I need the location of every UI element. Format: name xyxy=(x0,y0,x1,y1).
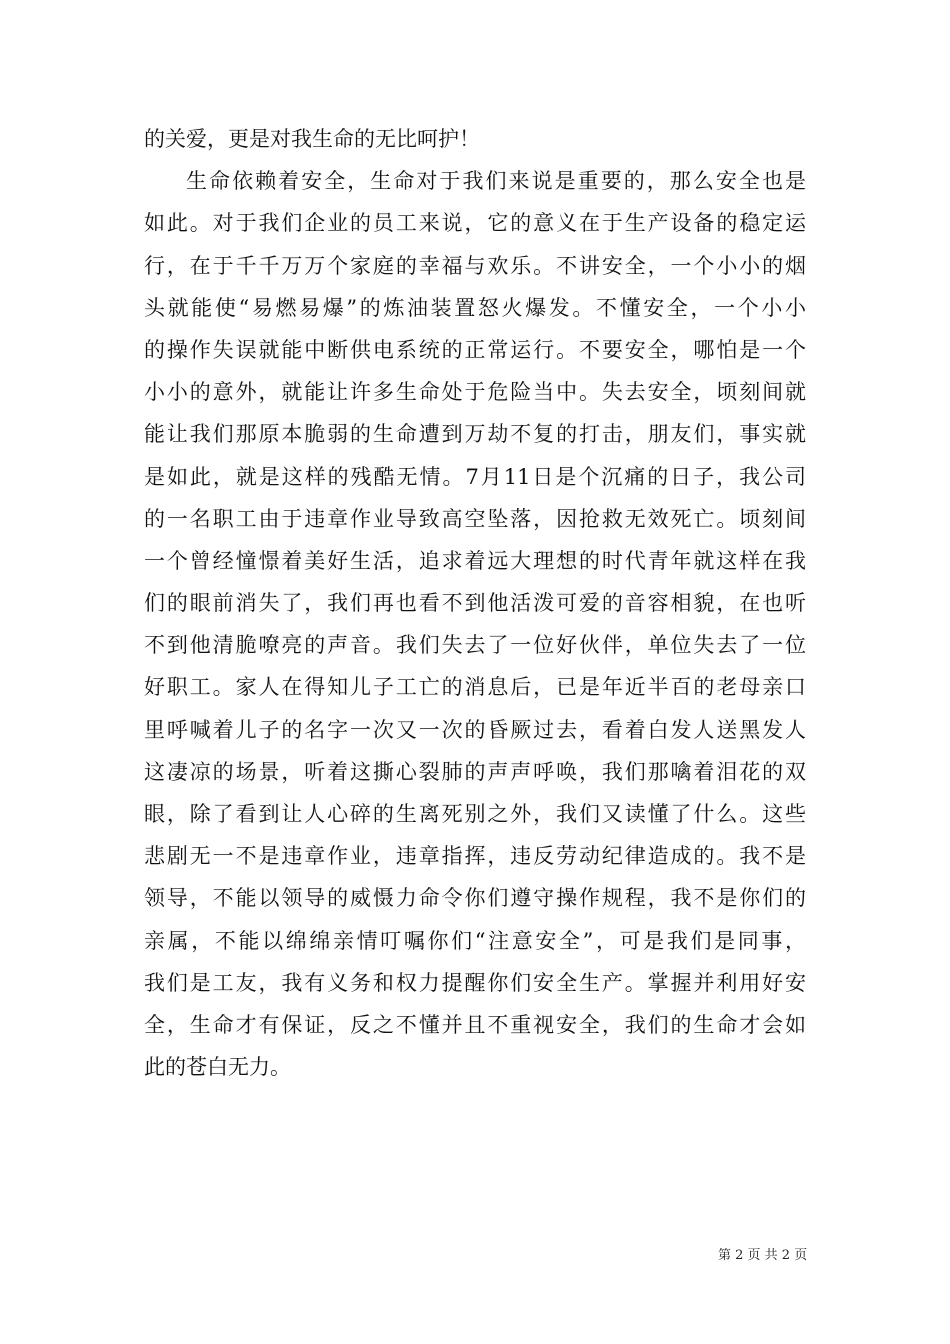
text-line: 行，在于千千万万个家庭的幸福与欢乐。不讲安全，一个小小的烟 xyxy=(144,253,806,278)
text-line: 的操作失误就能中断供电系统的正常运行。不要安全，哪怕是一个 xyxy=(144,337,806,362)
paragraph-first-line: 生命依赖着安全，生命对于我们来说是重要的，那么安全也是 xyxy=(186,169,806,194)
text-line: 能让我们那原本脆弱的生命遭到万劫不复的打击，朋友们，事实就 xyxy=(144,422,806,447)
text-line: 好职工。家人在得知儿子工亡的消息后，已是年近半百的老母亲口 xyxy=(144,675,806,700)
text-line: 里呼喊着儿子的名字一次又一次的昏厥过去，看着白发人送黑发人 xyxy=(144,717,806,742)
text-line: 眼，除了看到让人心碎的生离死别之外，我们又读懂了什么。这些 xyxy=(144,802,806,826)
text-line: 是如此，就是这样的残酷无情。7月11日是个沉痛的日子，我公司 xyxy=(144,464,806,489)
text-line: 不到他清脆嘹亮的声音。我们失去了一位好伙伴，单位失去了一位 xyxy=(144,633,806,658)
text-line: 这凄凉的场景，听着这撕心裂肺的声声呼唤，我们那噙着泪花的双 xyxy=(144,759,806,784)
text-line: 全，生命才有保证，反之不懂并且不重视安全，我们的生命才会如 xyxy=(144,1012,806,1037)
text-line: 我们是工友，我有义务和权力提醒你们安全生产。掌握并利用好安 xyxy=(144,970,806,995)
text-line: 领导，不能以领导的威慑力命令你们遵守操作规程，我不是你们的 xyxy=(144,886,806,911)
text-line: 的一名职工由于违章作业导致高空坠落，因抢救无效死亡。顷刻间 xyxy=(144,506,806,531)
text-line: 此的苍白无力。 xyxy=(144,1055,291,1080)
document-body xyxy=(144,118,806,1088)
page-number-footer: 第 2 页 共 2 页 xyxy=(718,1248,808,1263)
text-line: 们的眼前消失了，我们再也看不到他活泼可爱的音容相貌，在也听 xyxy=(144,591,806,616)
text-line: 的关爱，更是对我生命的无比呵护！ xyxy=(144,127,480,151)
text-line: 小小的意外，就能让许多生命处于危险当中。失去安全，顷刻间就 xyxy=(144,380,806,405)
text-line: 一个曾经憧憬着美好生活，追求着远大理想的时代青年就这样在我 xyxy=(144,548,806,573)
text-line: 亲属，不能以绵绵亲情叮嘱你们“注意安全”，可是我们是同事， xyxy=(144,928,806,953)
text-line: 头就能使“易燃易爆”的炼油装置怒火爆发。不懂安全，一个小小 xyxy=(144,295,806,320)
text-line: 悲剧无一不是违章作业，违章指挥，违反劳动纪律造成的。我不是 xyxy=(144,844,806,869)
text-line: 如此。对于我们企业的员工来说，它的意义在于生产设备的稳定运 xyxy=(144,211,806,236)
